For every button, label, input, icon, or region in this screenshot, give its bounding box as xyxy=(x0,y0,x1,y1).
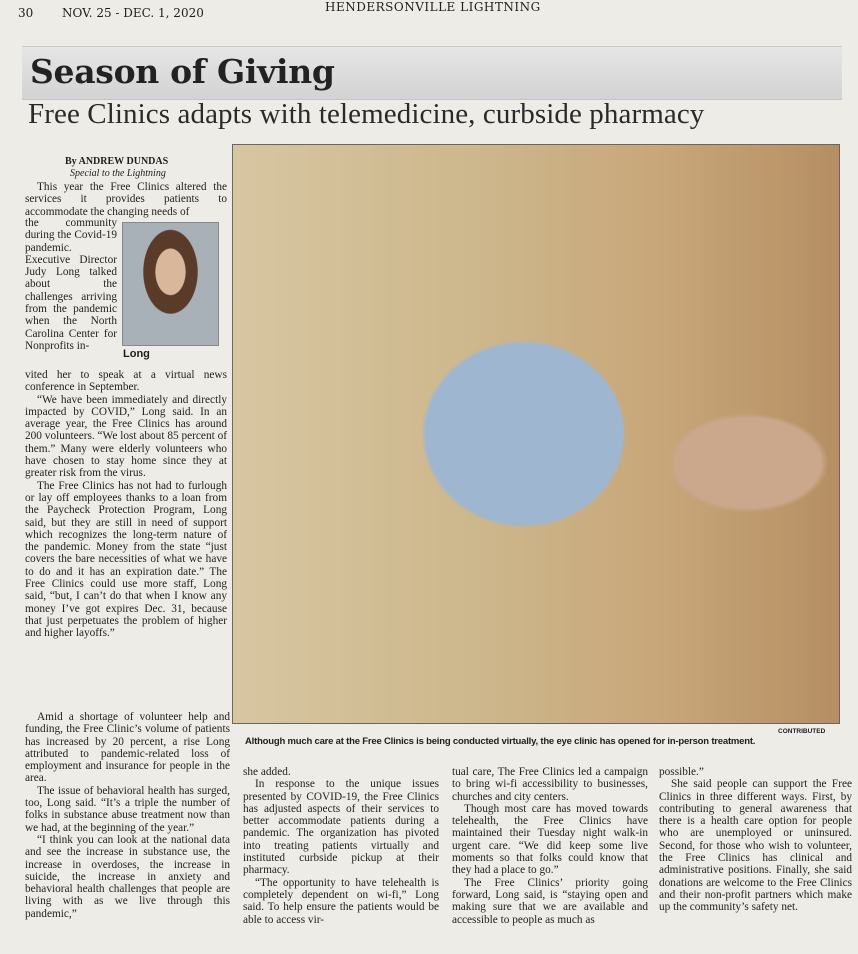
issue-date: NOV. 25 - DEC. 1, 2020 xyxy=(62,6,204,20)
paragraph: The Free Clinics’ priority going forward, Long said, is “staying open and making sure that we are available and accessible to people as much as xyxy=(452,876,648,926)
paragraph: the community during the Covid-19 pandemic. Executive Director Judy Long talked about the challenges arriving from the pandemic when the North Carolina Center for Nonprofits in- xyxy=(25,217,117,352)
article-column-1-top xyxy=(25,181,227,218)
article-column-1-bottom xyxy=(25,711,230,920)
paragraph: She said people can support the Free Clinics in three different ways. First, by contributing to general awareness that there is a health care option for people who are unemployed or uninsured. Second, for those who wish to volunteer, the Free Clinics has clinical and administrative positions. Finally, she said donations are welcome to the Free Clinics and their non-profit partners which make up the community’s safety net. xyxy=(659,778,852,914)
paragraph: “We have been immediately and directly impacted by COVID,” Long said. In an average year, the Free Clinics has around 200 volunteers. “We lost about 85 percent of them.” Many were elderly volunteers who have chosen to stay home since they at greater risk from the virus. xyxy=(25,393,227,480)
paragraph: In response to the unique issues presented by COVID-19, the Free Clinics has adjusted aspects of their services to better accommodate patients during a pandemic. The organization has pivoted into treating patients virtually and instituted curbside pickup at their pharmacy. xyxy=(243,778,439,877)
paragraph: she added. xyxy=(243,766,291,778)
paragraph: Amid a shortage of volunteer help and funding, the Free Clinic’s volume of patients has increased by 20 percent, a rise Long attributed to pandemic-related loss of employment and insurance for people in the area. xyxy=(25,711,230,785)
paragraph: This year the Free Clinics altered the services it provides patients to accommodate the changing needs of xyxy=(25,181,227,218)
paragraph: “The opportunity to have telehealth is completely dependent on wi-fi,” Long said. To help ensure the patients would be able to access vir- xyxy=(243,876,439,926)
article-column-4 xyxy=(659,766,852,914)
paragraph: The Free Clinics has not had to furlough or lay off employees thanks to a loan from the Paycheck Protection Program, Long said, but they are still in need of support which recognizes the long-term nature of the pandemic. Money from the state “just covers the bare necessities of what we have to do and it has an expiration date.” The Free Clinics could use more staff, Long said, “but, I can’t do that when I know any money I’ve got expires Dec. 31, because that just perpetuates the problem of higher and higher layoffs.” xyxy=(25,479,227,640)
paragraph: vited her to speak at a virtual news conference in September. xyxy=(25,369,227,394)
article-column-3 xyxy=(452,766,648,926)
eye-clinic-photo xyxy=(232,144,840,724)
article-column-1-mid xyxy=(25,369,227,640)
article-column-2 xyxy=(243,766,439,926)
paragraph: tual care, The Free Clinics led a campaign to bring wi-fi accessibility to businesses, churches and city centers. xyxy=(452,766,648,803)
byline-role: Special to the Lightning xyxy=(70,168,166,179)
newspaper-name: HENDERSONVILLE LIGHTNING xyxy=(325,0,541,14)
photo-credit: CONTRIBUTED xyxy=(778,728,826,735)
byline-author: By ANDREW DUNDAS xyxy=(65,156,169,167)
portrait-caption: Long xyxy=(123,348,150,360)
paragraph: Though most care has moved towards telehealth, the Free Clinics have maintained their Tuesday night walk-in urgent care. “We did keep some live moments so that folks could know that they had a place to go.” xyxy=(452,802,648,877)
article-column-1-wrap xyxy=(25,217,117,352)
portrait-photo xyxy=(122,222,219,346)
paragraph: The issue of behavioral health has surged, too, Long said. “It’s a triple the number of folks in substance abuse treatment now than we had, at the beginning of the year.” xyxy=(25,784,230,834)
page-number: 30 xyxy=(18,6,34,20)
photo-caption: Although much care at the Free Clinics is being conducted virtually, the eye clinic has opened for in-person treatment. xyxy=(245,736,756,747)
headline: Free Clinics adapts with telemedicine, curbside pharmacy xyxy=(28,98,705,130)
paragraph: possible.” xyxy=(659,766,704,778)
section-title: Season of Giving xyxy=(30,52,335,91)
paragraph: “I think you can look at the national data and see the increase in substance use, the increase in overdoses, the increase in suicide, the increase in anxiety and behavioral health challenges that people are living with as we live through this pandemic,” xyxy=(25,833,230,920)
